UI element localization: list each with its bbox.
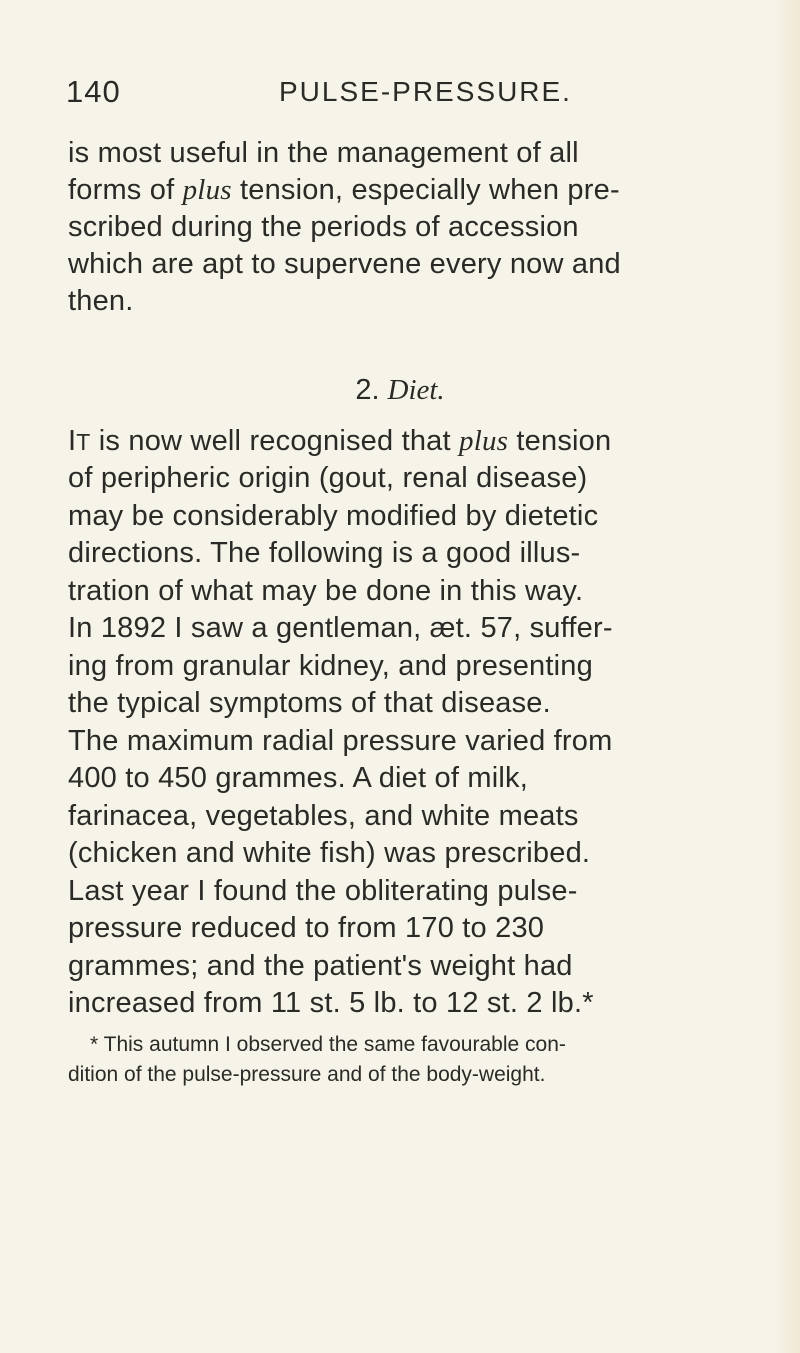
text-line: Last year I found the obliterating pulse- — [68, 875, 578, 907]
text-line: The maximum radial pressure varied from — [68, 725, 613, 757]
page-header — [0, 74, 800, 110]
text-span: tension — [508, 425, 612, 457]
text-line — [68, 135, 579, 171]
italic-word: plus — [459, 425, 509, 457]
text-line: grammes; and the patient's weight had — [68, 950, 573, 982]
text-line: directions. The following is a good illus- — [68, 537, 581, 569]
footnote-line: * This autumn I observed the same favourable con- — [90, 1033, 566, 1056]
text-line: In 1892 I saw a gentleman, æt. 57, suffer- — [68, 612, 613, 644]
text-line: pressure reduced to from 170 to 230 — [68, 912, 545, 944]
page-edge-shadow — [774, 0, 800, 1353]
text-span: is most useful in the management of all — [68, 137, 579, 169]
text-line — [68, 283, 134, 319]
text-line — [68, 172, 620, 208]
text-line: ing from granular kidney, and presenting — [68, 650, 593, 682]
text-line: 400 to 450 grammes. A diet of milk, — [68, 762, 528, 794]
text-span: which are apt to supervene every now and — [68, 248, 621, 280]
text-span: then. — [68, 285, 134, 317]
text-line: tration of what may be done in this way. — [68, 575, 584, 607]
text-line: farinacea, vegetables, and white meats — [68, 800, 579, 832]
small-caps-initial: I — [68, 425, 77, 457]
small-caps-rest: T — [76, 429, 91, 455]
text-span: tension, especially when pre- — [231, 174, 620, 206]
text-line: may be considerably modified by dietetic — [68, 500, 599, 532]
text-line: (chicken and white fish) was prescribed. — [68, 837, 591, 869]
running-head: PULSE-PRESSURE. — [279, 76, 572, 107]
section-number: 2. — [355, 374, 380, 406]
text-line — [68, 209, 579, 245]
text-line: increased from 11 st. 5 lb. to 12 st. 2 lb.* — [68, 987, 594, 1019]
text-line: the typical symptoms of that disease. — [68, 687, 551, 719]
text-line: of peripheric origin (gout, renal disease) — [68, 462, 588, 494]
text-span: is now well recognised that — [90, 425, 459, 457]
text-span: scribed during the periods of accession — [68, 211, 579, 243]
section-title: Diet. — [387, 374, 445, 406]
text-line — [68, 246, 621, 282]
italic-word: plus — [182, 174, 232, 206]
text-line — [68, 423, 611, 460]
page-number: 140 — [66, 74, 121, 109]
footnote-line: dition of the pulse-pressure and of the body-weight. — [68, 1063, 546, 1086]
section-heading — [0, 372, 800, 408]
text-span: forms of — [68, 174, 183, 206]
